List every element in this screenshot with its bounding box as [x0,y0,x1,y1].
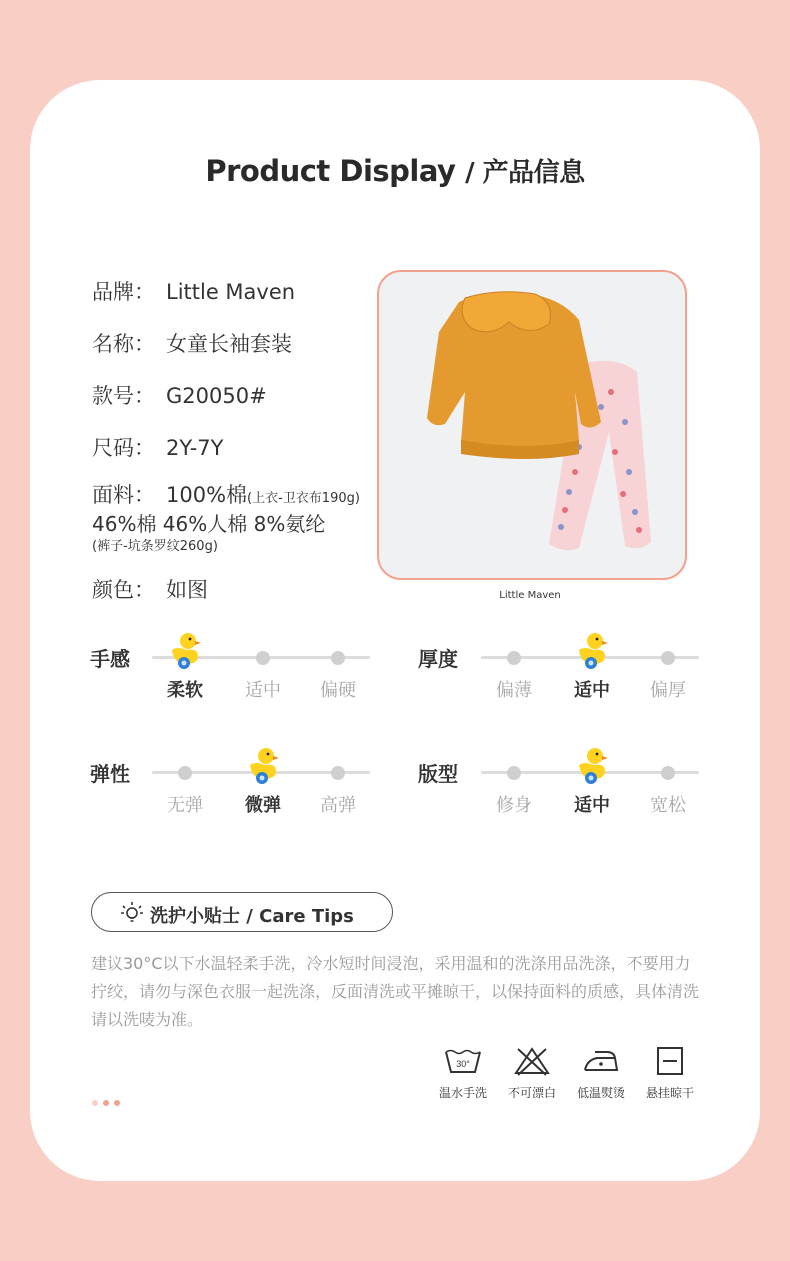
outfit-illustration [379,272,685,578]
scale-option: 适中 [245,680,281,701]
duck-marker-icon [575,632,609,670]
scale-option: 适中 [574,680,610,701]
title-cn: / 产品信息 [465,158,585,188]
name-value: 女童长袖套装 [166,332,292,356]
fabric-note: (上衣-卫衣布190g) [247,491,360,506]
scale-dot [661,651,675,665]
duck-marker-icon [246,747,280,785]
color-row [92,574,208,604]
scale-label: 厚度 [418,647,458,671]
scale-dot [661,766,675,780]
care-label-hand-wash: 温水手洗 [438,1086,487,1100]
scale-label: 手感 [90,647,130,671]
scale-dot [507,651,521,665]
scale-dot [256,651,270,665]
size-row [92,432,223,462]
style-value: G20050# [166,384,267,408]
care-instructions: 建议30°C以下水温轻柔手洗，冷水短时间浸泡，采用温和的洗涤用品洗涤，不要用力拧绞，请勿与深色衣服一起洗涤，反面清洗或平摊晾干，以保持面料的质感，具体清洗请以洗唛为准。 [91,954,700,1029]
duck-marker-icon [168,632,202,670]
scale-option: 偏硬 [320,680,356,701]
pagination-dots [92,1091,125,1110]
style-row [92,380,267,410]
color-label: 颜色： [92,578,155,602]
size-value: 2Y-7Y [166,436,224,460]
scale-label: 版型 [418,762,458,786]
scale-option: 微弹 [245,795,281,816]
brand-value: Little Maven [166,280,296,304]
brand-row [92,276,295,306]
name-row [92,328,292,358]
style-label: 款号： [92,384,155,408]
scale-dot [507,766,521,780]
scale-label: 弹性 [90,762,130,786]
name-label: 名称： [92,332,155,356]
care-label-hang-dry: 悬挂晾干 [645,1086,694,1100]
photo-caption: Little Maven [499,590,561,601]
duck-marker-icon [575,747,609,785]
scale-option: 无弹 [167,795,203,816]
scale-dot [331,766,345,780]
size-label: 尺码： [92,436,155,460]
scale-dot [178,766,192,780]
product-photo [377,270,687,580]
scale-option: 柔软 [167,680,203,701]
low-iron-icon [581,1046,621,1076]
fabric-label: 面料： [92,483,155,507]
care-label-low-iron: 低温熨烫 [576,1086,625,1100]
title-en: Product Display [205,154,456,188]
scale-option: 偏厚 [650,680,686,701]
scale-option: 高弹 [320,795,356,816]
fabric-line2: 46%棉 46%人棉 8%氨纶 [92,512,326,536]
care-tips-pill [91,892,393,932]
hand-wash-icon [443,1046,483,1076]
care-item-low-iron [571,1046,631,1101]
care-tips-title: 洗护小贴士 / Care Tips [150,906,354,927]
care-item-no-bleach [502,1046,562,1101]
page-title [0,152,790,189]
care-item-hang-dry [640,1046,700,1101]
color-value: 如图 [166,578,208,602]
fabric-line3: (裤子-坑条罗纹260g) [92,539,218,554]
scale-dot [331,651,345,665]
hang-dry-icon [650,1046,690,1076]
scale-option: 偏薄 [496,680,532,701]
no-bleach-icon [512,1046,552,1076]
fabric-row [92,479,360,509]
care-item-hand-wash [433,1046,493,1101]
svg-text:30°: 30° [456,1059,470,1069]
brand-label: 品牌： [92,280,155,304]
scale-option: 适中 [574,795,610,816]
scale-option: 修身 [496,795,532,816]
lightbulb-icon [120,901,144,929]
scale-option: 宽松 [650,795,686,816]
care-label-no-bleach: 不可漂白 [507,1086,556,1100]
fabric-value: 100%棉 [166,483,248,507]
